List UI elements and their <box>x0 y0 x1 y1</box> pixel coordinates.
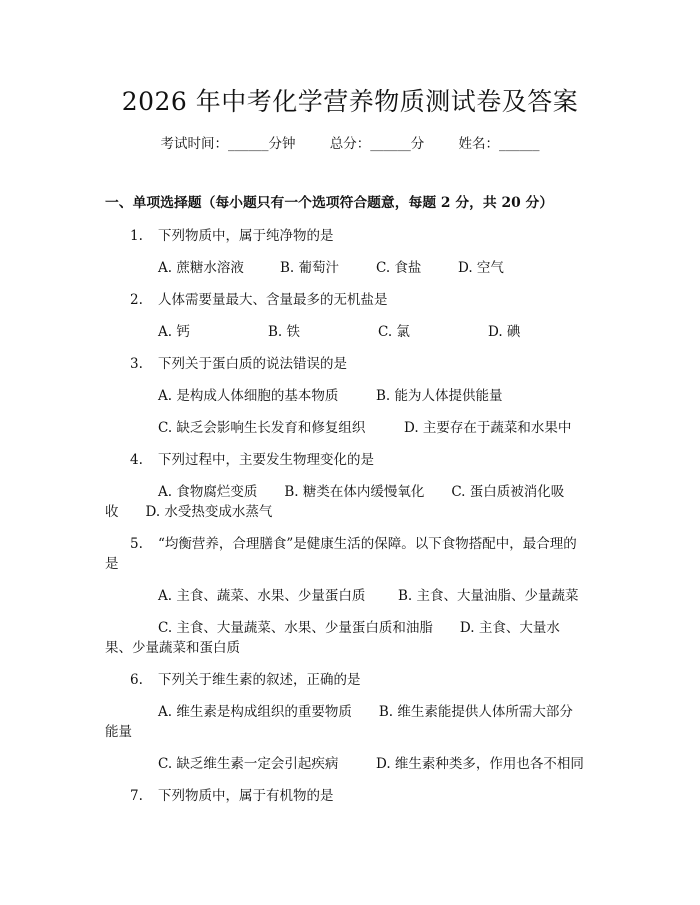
question-6-options-line2: 能量 <box>105 724 132 740</box>
option-b: B. 葡萄汁 <box>280 260 340 276</box>
question-5-text-wrap: 是 <box>105 556 119 572</box>
option-d: D. 碘 <box>488 324 521 340</box>
option-c: C. 缺乏维生素一定会引起疾病 <box>158 756 339 772</box>
question-6-options-row2 <box>158 752 584 772</box>
question-2-options <box>158 320 520 340</box>
question-number: 6. <box>130 672 143 688</box>
question-number: 5. <box>130 536 143 552</box>
option-c: C. 缺乏会影响生长发育和修复组织 <box>158 420 366 436</box>
question-text: 下列物质中，属于纯净物的是 <box>158 228 334 244</box>
page-title: 2026 年中考化学营养物质测试卷及答案 <box>121 87 579 116</box>
option-d: D. 维生素种类多，作用也各不相同 <box>376 756 584 772</box>
question-5-options-line3: C. 主食、大量蔬菜、水果、少量蛋白质和油脂 D. 主食、大量水 <box>158 620 560 636</box>
question-text: 下列过程中，主要发生物理变化的是 <box>158 452 374 468</box>
question-1-options <box>158 256 504 276</box>
total-score-field: 总分：______分 <box>329 136 425 152</box>
question-6 <box>130 668 361 688</box>
question-7 <box>130 784 334 804</box>
option-a: A. 是构成人体细胞的基本物质 <box>158 388 339 404</box>
question-number: 3. <box>130 356 143 372</box>
question-4-options-line2: 收 D. 水受热变成水蒸气 <box>105 504 273 520</box>
option-b: B. 主食、大量油脂、少量蔬菜 <box>398 588 579 604</box>
question-number: 2. <box>130 292 143 308</box>
question-3-options-row1 <box>158 384 503 404</box>
option-d: D. 空气 <box>458 260 504 276</box>
question-5 <box>130 532 577 552</box>
question-number: 7. <box>130 788 143 804</box>
exam-time-field: 考试时间：______分钟 <box>160 136 296 152</box>
option-b: B. 铁 <box>268 324 301 340</box>
question-text: 下列物质中，属于有机物的是 <box>158 788 334 804</box>
option-a: A. 蔗糖水溶液 <box>158 260 244 276</box>
question-6-options-line1: A. 维生素是构成组织的重要物质 B. 维生素能提供人体所需大部分 <box>158 704 573 720</box>
question-5-options-line4: 果、少量蔬菜和蛋白质 <box>105 640 240 656</box>
question-text: 下列关于维生素的叙述，正确的是 <box>158 672 361 688</box>
question-text: 人体需要量最大、含量最多的无机盐是 <box>158 292 388 308</box>
question-number: 4. <box>130 452 143 468</box>
option-b: B. 能为人体提供能量 <box>376 388 503 404</box>
question-2 <box>130 288 388 308</box>
option-c: C. 氯 <box>378 324 410 340</box>
option-a: A. 主食、蔬菜、水果、少量蛋白质 <box>158 588 366 604</box>
student-name-field: 姓名：______ <box>458 136 540 152</box>
question-3 <box>130 352 347 372</box>
exam-info-line <box>0 132 700 152</box>
question-4-options-line1: A. 食物腐烂变质 B. 糖类在体内缓慢氧化 C. 蛋白质被消化吸 <box>158 484 565 500</box>
section-heading: 一、单项选择题（每小题只有一个选项符合题意，每题 2 分，共 20 分） <box>105 195 554 211</box>
option-d: D. 主要存在于蔬菜和水果中 <box>404 420 572 436</box>
question-1 <box>130 224 334 244</box>
question-text: “均衡营养，合理膳食”是健康生活的保障。以下食物搭配中，最合理的 <box>158 536 577 552</box>
question-4 <box>130 448 374 468</box>
question-3-options-row2 <box>158 416 571 436</box>
question-text: 下列关于蛋白质的说法错误的是 <box>158 356 347 372</box>
question-5-options-row1 <box>158 584 579 604</box>
option-a: A. 钙 <box>158 324 190 340</box>
option-c: C. 食盐 <box>376 260 422 276</box>
question-number: 1. <box>130 228 143 244</box>
